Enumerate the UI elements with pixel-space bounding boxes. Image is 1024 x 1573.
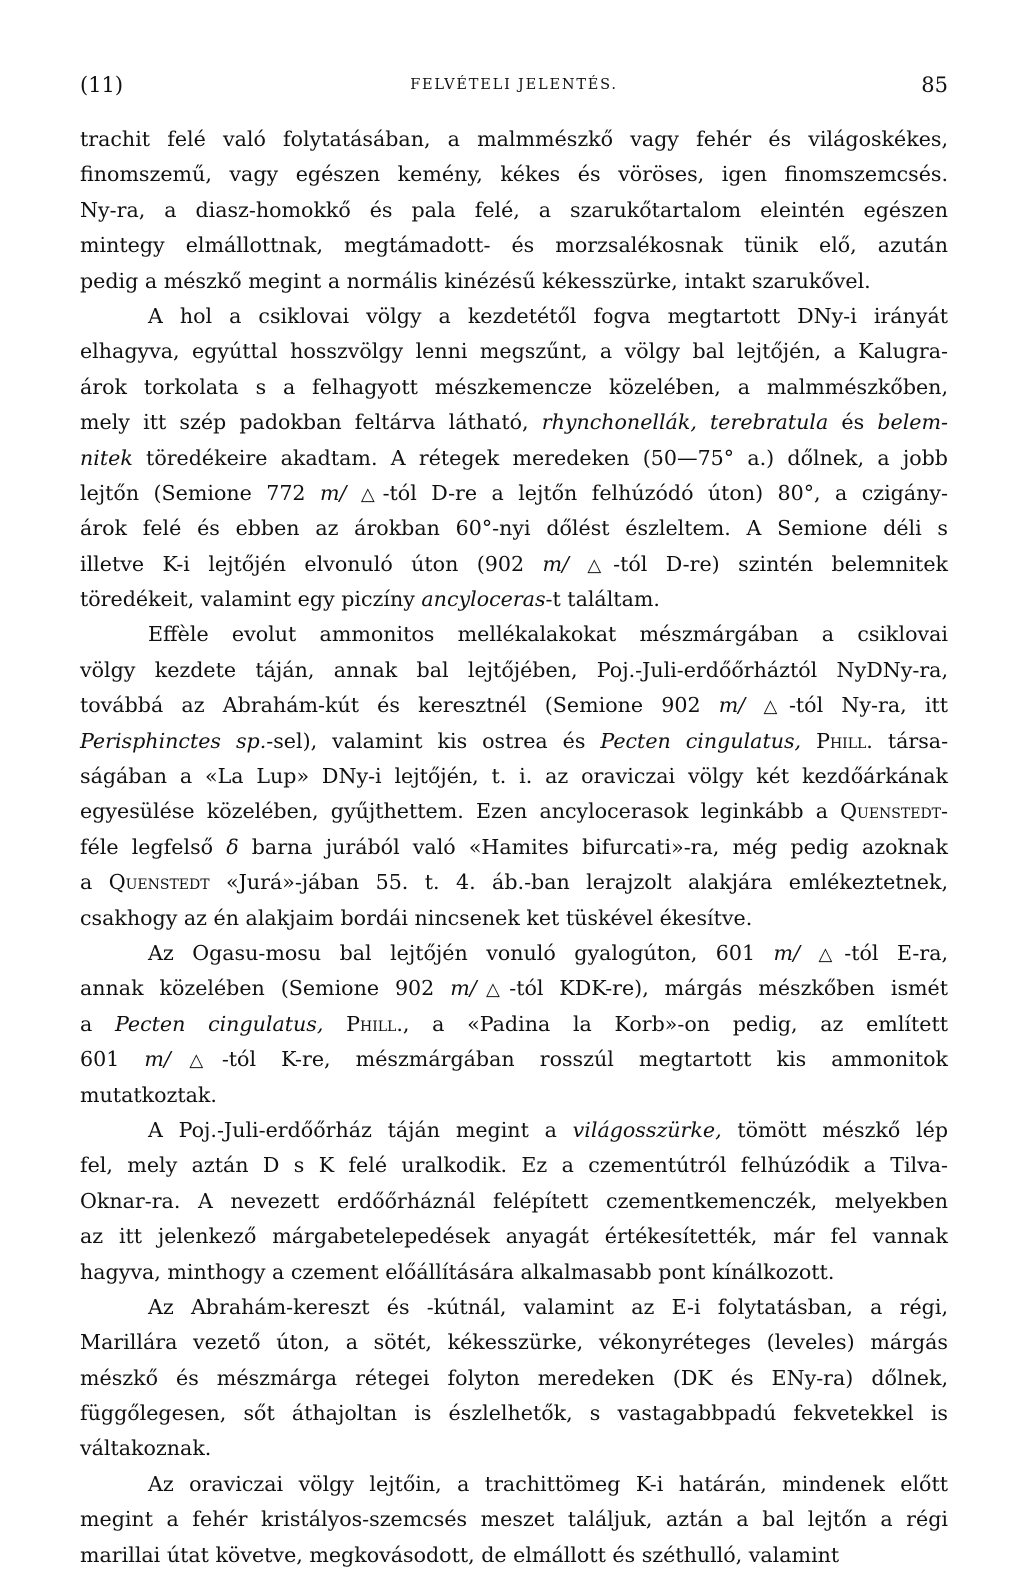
text-line	[80, 1113, 948, 1148]
text-run: belem-	[877, 410, 948, 435]
text-run	[801, 729, 816, 753]
text-run: mely itt szép padokban feltárva látható,	[80, 410, 542, 435]
text-run: Phill.	[346, 1011, 403, 1036]
text-run: Az oraviczai völgy lejtőin, a trachittömeg K-i határán, mindenek előtt	[148, 1471, 948, 1496]
text-run: -tól D-re a lejtőn felhúzódó úton) 80°, a czigány-	[382, 480, 948, 505]
text-line	[80, 759, 948, 794]
text-line	[80, 1502, 948, 1537]
text-run: m/	[773, 940, 801, 965]
text-run	[323, 1012, 346, 1036]
text-run	[745, 693, 763, 717]
text-line	[80, 1467, 948, 1502]
text-run: féle legfelső	[80, 834, 227, 859]
text-run: világosszürke,	[572, 1117, 722, 1142]
text-line	[80, 1431, 948, 1466]
text-line	[80, 1184, 948, 1219]
text-line	[80, 901, 948, 936]
text-line	[80, 1361, 948, 1396]
text-line	[80, 122, 948, 157]
text-run: -tól Ny-ra, itt	[788, 693, 948, 718]
text-run: trachit felé való folytatásában, a malmmészkő vagy fehér és világoskékes,	[80, 127, 948, 151]
text-run: , a «Padina la Korb»-on pedig, az említett	[402, 1011, 949, 1036]
running-head	[80, 70, 948, 100]
text-run: csakhogy az én alakjaim bordái nincsenek ket tüskével ékesítve.	[80, 905, 753, 930]
text-line	[80, 653, 948, 688]
text-line	[80, 830, 948, 865]
text-run: függőlegesen, sőt áthajoltan is észlelhetők, s vastagabbpadú fekvetekkel is	[80, 1401, 948, 1426]
text-run: Marillára vezető úton, a sötét, kékesszürke, vékonyréteges (leveles) márgás	[80, 1330, 948, 1355]
text-run: illetve K-i lejtőjén elvonuló úton (902	[80, 551, 543, 576]
text-run: rhynchonellák, terebratula	[541, 410, 829, 435]
text-run: barna jurából való «Hamites bifurcati»-ra, még pedig azoknak	[238, 834, 948, 859]
text-line	[80, 794, 948, 829]
text-run: 601	[80, 1047, 145, 1072]
text-line	[80, 228, 948, 263]
text-line	[80, 157, 948, 192]
text-line	[80, 476, 948, 511]
text-run: mutatkoztak.	[80, 1082, 217, 1107]
triangulation-point-symbol: △	[818, 943, 845, 965]
text-run: -tól K-re, mészmárgában rosszúl megtartott kis ammonitok	[221, 1047, 948, 1072]
text-line	[80, 724, 948, 759]
text-run: mészkő és mészmárga rétegei folyton meredeken (DK és ENy-ra) dőlnek,	[80, 1365, 948, 1390]
section-marker: (11)	[80, 73, 124, 97]
triangulation-point-symbol: △	[587, 554, 614, 576]
text-run: hagyva, minthogy a czement előállítására alkalmasabb pont kínálkozott.	[80, 1259, 835, 1284]
text-line	[80, 688, 948, 723]
text-line	[80, 617, 948, 652]
text-run: elhagyva, egyúttal hosszvölgy lenni megszűnt, a völgy bal lejtőjén, a Kalugra-	[80, 339, 948, 364]
text-line	[80, 264, 948, 299]
text-run: egyesülése közelében, gyűjthettem. Ezen ancylocerasok leginkább a	[80, 799, 841, 824]
triangulation-point-symbol: △	[170, 1050, 222, 1072]
text-run: -sel), valamint kis ostrea és	[266, 728, 601, 753]
text-line	[80, 1042, 948, 1077]
text-run: társa-	[872, 728, 949, 753]
text-run: töredékeire akadtam. A rétegek meredeken (50—75° a.) dőlnek, a jobb	[132, 445, 948, 470]
text-line	[80, 1538, 948, 1573]
text-run: A hol a csiklovai völgy a kezdetétől fogva megtartott DNy-i irányát	[148, 303, 948, 328]
text-run: pedig a mészkő megint a normális kinézésű kékesszürke, intakt szarukővel.	[80, 268, 871, 293]
text-line	[80, 1396, 948, 1431]
text-run	[569, 552, 587, 576]
text-run: ságában a «La Lup» DNy-i lejtőjén, t. i. az oraviczai völgy két kezdőárkának	[80, 764, 948, 789]
text-run: annak közelében (Semione 902	[80, 976, 451, 1001]
text-run: töredékeit, valamint egy piczíny	[80, 587, 422, 612]
text-run: a	[80, 1011, 115, 1036]
text-run: «Jurá»-jában 55. t. 4. áb.-ban lerajzolt alakjára emlékeztetnek,	[209, 870, 949, 895]
text-line	[80, 511, 948, 546]
text-run: m/	[319, 480, 347, 505]
text-run: δ	[226, 834, 239, 859]
text-line	[80, 1219, 948, 1254]
text-line	[80, 1290, 948, 1325]
text-run: árok felé és ebben az árokban 60°-nyi dőlést észleltem. A Semione déli s	[80, 516, 948, 541]
text-run: ancyloceras	[421, 587, 546, 612]
text-run: -tól E-ra,	[844, 940, 949, 965]
text-run: Effèle evolut ammonitos mellékalakokat mészmárgában a csiklovai	[148, 622, 948, 647]
triangulation-point-symbol: △	[360, 483, 383, 505]
text-run: nitek	[80, 445, 133, 470]
text-run: -tól D-re) szintén belemnitek	[613, 551, 948, 576]
text-run: m/	[542, 551, 569, 576]
text-run: A Poj.-Juli-erdőőrház táján megint a	[148, 1117, 573, 1142]
text-line	[80, 1078, 948, 1113]
text-run: m/	[450, 976, 477, 1001]
text-line	[80, 1255, 948, 1290]
text-run: -	[941, 799, 948, 824]
text-run: Pecten cingulatus,	[600, 728, 802, 753]
text-run: továbbá az Abrahám-kút és keresztnél (Semione 902	[80, 693, 719, 718]
triangulation-point-symbol: △	[476, 979, 510, 1001]
text-run: marillai útat követve, megkovásodott, de elmállott és széthulló, valamint	[80, 1542, 840, 1567]
text-run: árok torkolata s a felhagyott mészkemencze közelében, a malmmészkőben,	[80, 374, 948, 399]
text-line	[80, 1325, 948, 1360]
text-line	[80, 865, 948, 900]
text-run	[800, 941, 818, 965]
text-line	[80, 405, 948, 440]
page-number: 85	[921, 73, 948, 97]
text-run: Quenstedt	[840, 799, 942, 824]
text-run: Az Ogasu-mosu bal lejtőjén vonuló gyalogúton, 601	[148, 940, 774, 965]
text-run: az itt jelenkező márgabetelepedések anyagát értékesítették, már fel vannak	[80, 1224, 948, 1249]
text-run: Oknar-ra. A nevezett erdőőrháznál felépített czementkemenczék, melyekben	[80, 1188, 948, 1213]
text-line	[80, 1148, 948, 1183]
text-run: lejtőn (Semione 772	[80, 480, 320, 505]
text-run: -t találtam.	[545, 587, 660, 612]
text-line	[80, 193, 948, 228]
text-run: a	[80, 870, 109, 895]
text-run: völgy kezdete táján, annak bal lejtőjében, Poj.-Juli-erdőőrháztól NyDNy-ra,	[80, 657, 948, 682]
text-run: finomszemű, vagy egészen kemény, kékes és vöröses, igen finomszemcsés.	[80, 162, 948, 187]
text-run: m/	[718, 693, 746, 718]
text-run	[346, 481, 360, 505]
text-line	[80, 334, 948, 369]
text-line	[80, 299, 948, 334]
text-run: fel, mely aztán D s K felé uralkodik. Ez a czementútról felhúzódik a Tilva-	[80, 1153, 948, 1178]
body-text	[80, 122, 948, 1573]
text-line	[80, 547, 948, 582]
text-run: és	[828, 410, 878, 435]
text-run: Perisphinctes sp.	[80, 728, 267, 753]
text-run: Az Abrahám-kereszt és -kútnál, valamint az E-i folytatásban, a régi,	[148, 1294, 948, 1319]
text-line	[80, 582, 948, 617]
text-run: m/	[144, 1047, 171, 1072]
text-line	[80, 936, 948, 971]
text-line	[80, 441, 948, 476]
triangulation-point-symbol: △	[763, 696, 789, 718]
text-run: megint a fehér kristályos-szemcsés meszet találjuk, aztán a bal lejtőn a régi	[80, 1507, 948, 1532]
text-line	[80, 370, 948, 405]
text-run: Ny-ra, a diasz-homokkő és pala felé, a szarukőtartalom eleintén egészen	[80, 197, 948, 222]
text-run: tömött mészkő lép	[721, 1117, 949, 1142]
text-run: -tól KDK-re), márgás mészkőben ismét	[509, 976, 949, 1001]
text-run: Pecten cingulatus,	[114, 1011, 324, 1036]
text-run: Phill.	[816, 728, 873, 753]
text-run: mintegy elmállottnak, megtámadott- és morzsalékosnak tünik elő, azután	[80, 233, 948, 258]
text-run: váltakoznak.	[80, 1436, 212, 1461]
text-line	[80, 971, 948, 1006]
text-line	[80, 1007, 948, 1042]
running-title: FELVÉTELI JELENTÉS.	[410, 77, 618, 93]
text-run: Quenstedt	[108, 870, 210, 895]
